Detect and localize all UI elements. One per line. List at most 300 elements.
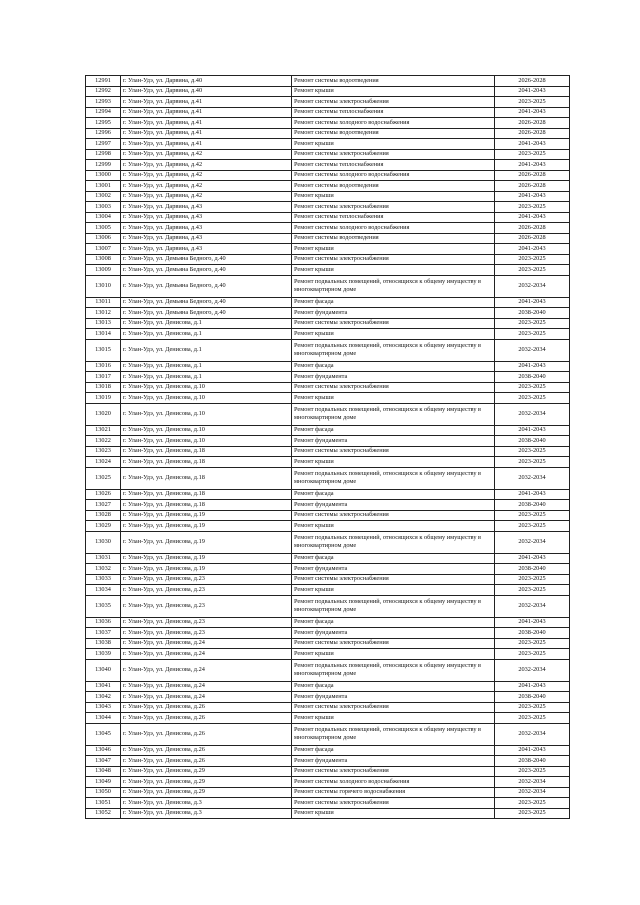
work-type-cell: Ремонт крыши xyxy=(292,457,495,468)
address-cell: г. Улан-Удэ, ул. Дарвина, д.41 xyxy=(121,107,292,118)
table-row xyxy=(86,766,570,777)
row-number: 12991 xyxy=(86,76,121,87)
address-cell: г. Улан-Удэ, ул. Денисова, д.10 xyxy=(121,382,292,393)
row-number: 13050 xyxy=(86,787,121,798)
table-row xyxy=(86,489,570,500)
address-cell: г. Улан-Удэ, ул. Денисова, д.1 xyxy=(121,318,292,329)
row-number: 13032 xyxy=(86,564,121,575)
period-cell: 2041-2043 xyxy=(495,139,570,150)
period-cell: 2041-2043 xyxy=(495,425,570,436)
address-cell: г. Улан-Удэ, ул. Дарвина, д.43 xyxy=(121,244,292,255)
period-cell: 2023-2025 xyxy=(495,713,570,724)
address-cell: г. Улан-Удэ, ул. Денисова, д.10 xyxy=(121,403,292,425)
table-row xyxy=(86,97,570,108)
work-type-cell: Ремонт фасада xyxy=(292,425,495,436)
row-number: 13047 xyxy=(86,756,121,767)
work-type-cell: Ремонт фундамента xyxy=(292,500,495,511)
period-cell: 2023-2025 xyxy=(495,510,570,521)
table-row xyxy=(86,531,570,553)
table-body xyxy=(86,76,570,819)
table-row xyxy=(86,339,570,361)
period-cell: 2026-2028 xyxy=(495,76,570,87)
period-cell: 2023-2025 xyxy=(495,149,570,160)
period-cell: 2023-2025 xyxy=(495,521,570,532)
period-cell: 2026-2028 xyxy=(495,118,570,129)
address-cell: г. Улан-Удэ, ул. Дарвина, д.41 xyxy=(121,118,292,129)
period-cell: 2038-2040 xyxy=(495,756,570,767)
work-type-cell: Ремонт крыши xyxy=(292,265,495,276)
address-cell: г. Улан-Удэ, ул. Денисова, д.19 xyxy=(121,510,292,521)
address-cell: г. Улан-Удэ, ул. Денисова, д.19 xyxy=(121,564,292,575)
row-number: 13052 xyxy=(86,808,121,819)
row-number: 13005 xyxy=(86,223,121,234)
row-number: 13042 xyxy=(86,692,121,703)
address-cell: г. Улан-Удэ, ул. Демьяна Бедного, д.40 xyxy=(121,297,292,308)
period-cell: 2023-2025 xyxy=(495,265,570,276)
address-cell: г. Улан-Удэ, ул. Демьяна Бедного, д.40 xyxy=(121,254,292,265)
table-row xyxy=(86,212,570,223)
period-cell: 2041-2043 xyxy=(495,489,570,500)
period-cell: 2041-2043 xyxy=(495,681,570,692)
period-cell: 2026-2028 xyxy=(495,223,570,234)
period-cell: 2026-2028 xyxy=(495,181,570,192)
table-row xyxy=(86,798,570,809)
address-cell: г. Улан-Удэ, ул. Денисова, д.1 xyxy=(121,329,292,340)
period-cell: 2032-2034 xyxy=(495,787,570,798)
row-number: 13009 xyxy=(86,265,121,276)
work-type-cell: Ремонт крыши xyxy=(292,808,495,819)
table-row xyxy=(86,393,570,404)
table-row xyxy=(86,86,570,97)
table-row xyxy=(86,265,570,276)
table-row xyxy=(86,692,570,703)
address-cell: г. Улан-Удэ, ул. Дарвина, д.42 xyxy=(121,160,292,171)
address-cell: г. Улан-Удэ, ул. Дарвина, д.43 xyxy=(121,212,292,223)
row-number: 13024 xyxy=(86,457,121,468)
work-type-cell: Ремонт крыши xyxy=(292,244,495,255)
table-row xyxy=(86,745,570,756)
row-number: 12996 xyxy=(86,128,121,139)
period-cell: 2026-2028 xyxy=(495,170,570,181)
address-cell: г. Улан-Удэ, ул. Денисова, д.10 xyxy=(121,393,292,404)
table-row xyxy=(86,628,570,639)
period-cell: 2041-2043 xyxy=(495,244,570,255)
period-cell: 2041-2043 xyxy=(495,212,570,223)
row-number: 13040 xyxy=(86,659,121,681)
row-number: 13051 xyxy=(86,798,121,809)
row-number: 13045 xyxy=(86,723,121,745)
address-cell: г. Улан-Удэ, ул. Денисова, д.23 xyxy=(121,595,292,617)
period-cell: 2023-2025 xyxy=(495,574,570,585)
table-row xyxy=(86,553,570,564)
address-cell: г. Улан-Удэ, ул. Дарвина, д.40 xyxy=(121,76,292,87)
address-cell: г. Улан-Удэ, ул. Денисова, д.10 xyxy=(121,436,292,447)
address-cell: г. Улан-Удэ, ул. Денисова, д.18 xyxy=(121,446,292,457)
address-cell: г. Улан-Удэ, ул. Дарвина, д.42 xyxy=(121,191,292,202)
work-type-cell: Ремонт системы электроснабжения xyxy=(292,638,495,649)
period-cell: 2041-2043 xyxy=(495,107,570,118)
table-row xyxy=(86,181,570,192)
period-cell: 2041-2043 xyxy=(495,617,570,628)
row-number: 13010 xyxy=(86,275,121,297)
row-number: 13003 xyxy=(86,202,121,213)
work-type-cell: Ремонт фундамента xyxy=(292,308,495,319)
address-cell: г. Улан-Удэ, ул. Демьяна Бедного, д.40 xyxy=(121,265,292,276)
address-cell: г. Улан-Удэ, ул. Денисова, д.24 xyxy=(121,638,292,649)
period-cell: 2041-2043 xyxy=(495,361,570,372)
row-number: 13023 xyxy=(86,446,121,457)
address-cell: г. Улан-Удэ, ул. Денисова, д.18 xyxy=(121,489,292,500)
table-row xyxy=(86,649,570,660)
work-type-cell: Ремонт системы электроснабжения xyxy=(292,318,495,329)
address-cell: г. Улан-Удэ, ул. Денисова, д.18 xyxy=(121,467,292,489)
address-cell: г. Улан-Удэ, ул. Дарвина, д.42 xyxy=(121,181,292,192)
address-cell: г. Улан-Удэ, ул. Денисова, д.19 xyxy=(121,553,292,564)
work-type-cell: Ремонт подвальных помещений, относящихся к общему имуществу в многоквартирном доме xyxy=(292,403,495,425)
address-cell: г. Улан-Удэ, ул. Денисова, д.24 xyxy=(121,681,292,692)
table-row xyxy=(86,500,570,511)
period-cell: 2032-2034 xyxy=(495,531,570,553)
period-cell: 2038-2040 xyxy=(495,436,570,447)
work-type-cell: Ремонт подвальных помещений, относящихся к общему имуществу в многоквартирном доме xyxy=(292,531,495,553)
work-type-cell: Ремонт фасада xyxy=(292,617,495,628)
row-number: 13016 xyxy=(86,361,121,372)
period-cell: 2026-2028 xyxy=(495,128,570,139)
table-row xyxy=(86,233,570,244)
row-number: 13020 xyxy=(86,403,121,425)
capital-repair-table xyxy=(85,75,570,819)
table-row xyxy=(86,467,570,489)
row-number: 13015 xyxy=(86,339,121,361)
row-number: 13014 xyxy=(86,329,121,340)
address-cell: г. Улан-Удэ, ул. Денисова, д.29 xyxy=(121,787,292,798)
row-number: 13013 xyxy=(86,318,121,329)
work-type-cell: Ремонт системы электроснабжения xyxy=(292,97,495,108)
work-type-cell: Ремонт фундамента xyxy=(292,564,495,575)
address-cell: г. Улан-Удэ, ул. Денисова, д.24 xyxy=(121,692,292,703)
period-cell: 2023-2025 xyxy=(495,202,570,213)
work-type-cell: Ремонт системы электроснабжения xyxy=(292,149,495,160)
work-type-cell: Ремонт системы электроснабжения xyxy=(292,702,495,713)
period-cell: 2023-2025 xyxy=(495,798,570,809)
work-type-cell: Ремонт крыши xyxy=(292,139,495,150)
period-cell: 2038-2040 xyxy=(495,628,570,639)
table-row xyxy=(86,254,570,265)
table-row xyxy=(86,308,570,319)
work-type-cell: Ремонт системы холодного водоснабжения xyxy=(292,118,495,129)
period-cell: 2023-2025 xyxy=(495,254,570,265)
period-cell: 2023-2025 xyxy=(495,382,570,393)
table-row xyxy=(86,595,570,617)
work-type-cell: Ремонт системы горячего водоснабжения xyxy=(292,787,495,798)
table-row xyxy=(86,244,570,255)
address-cell: г. Улан-Удэ, ул. Денисова, д.19 xyxy=(121,521,292,532)
work-type-cell: Ремонт подвальных помещений, относящихся к общему имуществу в многоквартирном доме xyxy=(292,467,495,489)
row-number: 13048 xyxy=(86,766,121,777)
row-number: 13036 xyxy=(86,617,121,628)
address-cell: г. Улан-Удэ, ул. Демьяна Бедного, д.40 xyxy=(121,308,292,319)
row-number: 13027 xyxy=(86,500,121,511)
address-cell: г. Улан-Удэ, ул. Денисова, д.29 xyxy=(121,777,292,788)
address-cell: г. Улан-Удэ, ул. Денисова, д.23 xyxy=(121,628,292,639)
period-cell: 2041-2043 xyxy=(495,553,570,564)
table-row xyxy=(86,76,570,87)
address-cell: г. Улан-Удэ, ул. Денисова, д.3 xyxy=(121,798,292,809)
table-row xyxy=(86,223,570,234)
period-cell: 2023-2025 xyxy=(495,329,570,340)
row-number: 13002 xyxy=(86,191,121,202)
row-number: 12997 xyxy=(86,139,121,150)
address-cell: г. Улан-Удэ, ул. Денисова, д.10 xyxy=(121,425,292,436)
period-cell: 2023-2025 xyxy=(495,702,570,713)
address-cell: г. Улан-Удэ, ул. Денисова, д.18 xyxy=(121,500,292,511)
work-type-cell: Ремонт крыши xyxy=(292,393,495,404)
work-type-cell: Ремонт фасада xyxy=(292,361,495,372)
address-cell: г. Улан-Удэ, ул. Денисова, д.24 xyxy=(121,649,292,660)
work-type-cell: Ремонт системы водоотведения xyxy=(292,233,495,244)
period-cell: 2041-2043 xyxy=(495,86,570,97)
work-type-cell: Ремонт системы холодного водоснабжения xyxy=(292,777,495,788)
address-cell: г. Улан-Удэ, ул. Дарвина, д.43 xyxy=(121,233,292,244)
address-cell: г. Улан-Удэ, ул. Денисова, д.18 xyxy=(121,457,292,468)
period-cell: 2038-2040 xyxy=(495,308,570,319)
work-type-cell: Ремонт системы электроснабжения xyxy=(292,510,495,521)
table-row xyxy=(86,436,570,447)
work-type-cell: Ремонт крыши xyxy=(292,191,495,202)
address-cell: г. Улан-Удэ, ул. Денисова, д.23 xyxy=(121,574,292,585)
table-row xyxy=(86,149,570,160)
address-cell: г. Улан-Удэ, ул. Денисова, д.29 xyxy=(121,766,292,777)
work-type-cell: Ремонт системы электроснабжения xyxy=(292,798,495,809)
work-type-cell: Ремонт фасада xyxy=(292,553,495,564)
period-cell: 2026-2028 xyxy=(495,233,570,244)
period-cell: 2023-2025 xyxy=(495,97,570,108)
period-cell: 2038-2040 xyxy=(495,372,570,383)
table-row xyxy=(86,787,570,798)
table-row xyxy=(86,681,570,692)
row-number: 13029 xyxy=(86,521,121,532)
table-row xyxy=(86,713,570,724)
address-cell: г. Улан-Удэ, ул. Дарвина, д.41 xyxy=(121,139,292,150)
row-number: 13049 xyxy=(86,777,121,788)
address-cell: г. Улан-Удэ, ул. Дарвина, д.41 xyxy=(121,128,292,139)
row-number: 13006 xyxy=(86,233,121,244)
row-number: 13037 xyxy=(86,628,121,639)
row-number: 13007 xyxy=(86,244,121,255)
row-number: 13039 xyxy=(86,649,121,660)
table-row xyxy=(86,564,570,575)
table-row xyxy=(86,659,570,681)
row-number: 13025 xyxy=(86,467,121,489)
address-cell: г. Улан-Удэ, ул. Денисова, д.26 xyxy=(121,756,292,767)
row-number: 13017 xyxy=(86,372,121,383)
table-row xyxy=(86,372,570,383)
table-row xyxy=(86,777,570,788)
work-type-cell: Ремонт подвальных помещений, относящихся к общему имуществу в многоквартирном доме xyxy=(292,595,495,617)
table-row xyxy=(86,702,570,713)
row-number: 13038 xyxy=(86,638,121,649)
work-type-cell: Ремонт подвальных помещений, относящихся к общему имуществу в многоквартирном доме xyxy=(292,275,495,297)
table-row xyxy=(86,808,570,819)
work-type-cell: Ремонт фундамента xyxy=(292,756,495,767)
table-row xyxy=(86,128,570,139)
row-number: 13041 xyxy=(86,681,121,692)
work-type-cell: Ремонт фасада xyxy=(292,745,495,756)
address-cell: г. Улан-Удэ, ул. Дарвина, д.40 xyxy=(121,86,292,97)
row-number: 13031 xyxy=(86,553,121,564)
table-row xyxy=(86,382,570,393)
address-cell: г. Улан-Удэ, ул. Денисова, д.1 xyxy=(121,372,292,383)
row-number: 13012 xyxy=(86,308,121,319)
work-type-cell: Ремонт фасада xyxy=(292,681,495,692)
address-cell: г. Улан-Удэ, ул. Дарвина, д.43 xyxy=(121,202,292,213)
period-cell: 2023-2025 xyxy=(495,585,570,596)
work-type-cell: Ремонт подвальных помещений, относящихся к общему имуществу в многоквартирном доме xyxy=(292,659,495,681)
table-row xyxy=(86,723,570,745)
table-row xyxy=(86,617,570,628)
period-cell: 2023-2025 xyxy=(495,638,570,649)
row-number: 13046 xyxy=(86,745,121,756)
work-type-cell: Ремонт системы теплоснабжения xyxy=(292,107,495,118)
work-type-cell: Ремонт системы электроснабжения xyxy=(292,382,495,393)
table-row xyxy=(86,361,570,372)
work-type-cell: Ремонт фундамента xyxy=(292,436,495,447)
row-number: 13001 xyxy=(86,181,121,192)
period-cell: 2032-2034 xyxy=(495,777,570,788)
work-type-cell: Ремонт фасада xyxy=(292,489,495,500)
work-type-cell: Ремонт системы электроснабжения xyxy=(292,766,495,777)
period-cell: 2023-2025 xyxy=(495,808,570,819)
work-type-cell: Ремонт крыши xyxy=(292,521,495,532)
table-row xyxy=(86,170,570,181)
table-row xyxy=(86,318,570,329)
table-row xyxy=(86,638,570,649)
work-type-cell: Ремонт крыши xyxy=(292,713,495,724)
row-number: 12994 xyxy=(86,107,121,118)
period-cell: 2038-2040 xyxy=(495,692,570,703)
work-type-cell: Ремонт подвальных помещений, относящихся к общему имуществу в многоквартирном доме xyxy=(292,723,495,745)
work-type-cell: Ремонт крыши xyxy=(292,649,495,660)
row-number: 13043 xyxy=(86,702,121,713)
row-number: 13021 xyxy=(86,425,121,436)
period-cell: 2023-2025 xyxy=(495,318,570,329)
address-cell: г. Улан-Удэ, ул. Денисова, д.26 xyxy=(121,713,292,724)
row-number: 13034 xyxy=(86,585,121,596)
table-row xyxy=(86,510,570,521)
address-cell: г. Улан-Удэ, ул. Дарвина, д.42 xyxy=(121,170,292,181)
table-row xyxy=(86,403,570,425)
work-type-cell: Ремонт крыши xyxy=(292,329,495,340)
address-cell: г. Улан-Удэ, ул. Денисова, д.3 xyxy=(121,808,292,819)
period-cell: 2041-2043 xyxy=(495,160,570,171)
table-row xyxy=(86,329,570,340)
row-number: 13033 xyxy=(86,574,121,585)
row-number: 12999 xyxy=(86,160,121,171)
address-cell: г. Улан-Удэ, ул. Дарвина, д.43 xyxy=(121,223,292,234)
address-cell: г. Улан-Удэ, ул. Денисова, д.26 xyxy=(121,745,292,756)
row-number: 13018 xyxy=(86,382,121,393)
work-type-cell: Ремонт подвальных помещений, относящихся к общему имуществу в многоквартирном доме xyxy=(292,339,495,361)
table-row xyxy=(86,107,570,118)
row-number: 13026 xyxy=(86,489,121,500)
table-row xyxy=(86,574,570,585)
table-row xyxy=(86,160,570,171)
period-cell: 2032-2034 xyxy=(495,659,570,681)
address-cell: г. Улан-Удэ, ул. Денисова, д.26 xyxy=(121,702,292,713)
work-type-cell: Ремонт крыши xyxy=(292,86,495,97)
table-row xyxy=(86,521,570,532)
table-row xyxy=(86,425,570,436)
row-number: 12998 xyxy=(86,149,121,160)
work-type-cell: Ремонт системы холодного водоснабжения xyxy=(292,170,495,181)
address-cell: г. Улан-Удэ, ул. Денисова, д.1 xyxy=(121,361,292,372)
period-cell: 2032-2034 xyxy=(495,467,570,489)
period-cell: 2023-2025 xyxy=(495,649,570,660)
work-type-cell: Ремонт системы холодного водоснабжения xyxy=(292,223,495,234)
row-number: 13044 xyxy=(86,713,121,724)
address-cell: г. Улан-Удэ, ул. Денисова, д.23 xyxy=(121,617,292,628)
work-type-cell: Ремонт системы водоотведения xyxy=(292,128,495,139)
row-number: 13030 xyxy=(86,531,121,553)
work-type-cell: Ремонт системы электроснабжения xyxy=(292,574,495,585)
work-type-cell: Ремонт фундамента xyxy=(292,692,495,703)
work-type-cell: Ремонт фасада xyxy=(292,297,495,308)
work-type-cell: Ремонт системы теплоснабжения xyxy=(292,160,495,171)
address-cell: г. Улан-Удэ, ул. Денисова, д.19 xyxy=(121,531,292,553)
work-type-cell: Ремонт крыши xyxy=(292,585,495,596)
table-row xyxy=(86,118,570,129)
work-type-cell: Ремонт системы водоотведения xyxy=(292,76,495,87)
address-cell: г. Улан-Удэ, ул. Денисова, д.26 xyxy=(121,723,292,745)
period-cell: 2038-2040 xyxy=(495,500,570,511)
table-row xyxy=(86,202,570,213)
address-cell: г. Улан-Удэ, ул. Дарвина, д.42 xyxy=(121,149,292,160)
row-number: 13035 xyxy=(86,595,121,617)
address-cell: г. Улан-Удэ, ул. Демьяна Бедного, д.40 xyxy=(121,275,292,297)
table-row xyxy=(86,139,570,150)
row-number: 13000 xyxy=(86,170,121,181)
period-cell: 2023-2025 xyxy=(495,766,570,777)
address-cell: г. Улан-Удэ, ул. Денисова, д.24 xyxy=(121,659,292,681)
address-cell: г. Улан-Удэ, ул. Денисова, д.1 xyxy=(121,339,292,361)
work-type-cell: Ремонт фундамента xyxy=(292,628,495,639)
period-cell: 2023-2025 xyxy=(495,393,570,404)
period-cell: 2041-2043 xyxy=(495,745,570,756)
row-number: 12995 xyxy=(86,118,121,129)
row-number: 13019 xyxy=(86,393,121,404)
work-type-cell: Ремонт фундамента xyxy=(292,372,495,383)
table-row xyxy=(86,297,570,308)
table-row xyxy=(86,756,570,767)
row-number: 13022 xyxy=(86,436,121,447)
row-number: 13004 xyxy=(86,212,121,223)
row-number: 12992 xyxy=(86,86,121,97)
work-type-cell: Ремонт системы теплоснабжения xyxy=(292,212,495,223)
period-cell: 2041-2043 xyxy=(495,191,570,202)
row-number: 13028 xyxy=(86,510,121,521)
row-number: 13011 xyxy=(86,297,121,308)
table-row xyxy=(86,585,570,596)
work-type-cell: Ремонт системы электроснабжения xyxy=(292,254,495,265)
work-type-cell: Ремонт системы электроснабжения xyxy=(292,202,495,213)
period-cell: 2032-2034 xyxy=(495,275,570,297)
row-number: 13008 xyxy=(86,254,121,265)
table-row xyxy=(86,457,570,468)
period-cell: 2023-2025 xyxy=(495,457,570,468)
address-cell: г. Улан-Удэ, ул. Дарвина, д.41 xyxy=(121,97,292,108)
period-cell: 2032-2034 xyxy=(495,595,570,617)
period-cell: 2032-2034 xyxy=(495,723,570,745)
